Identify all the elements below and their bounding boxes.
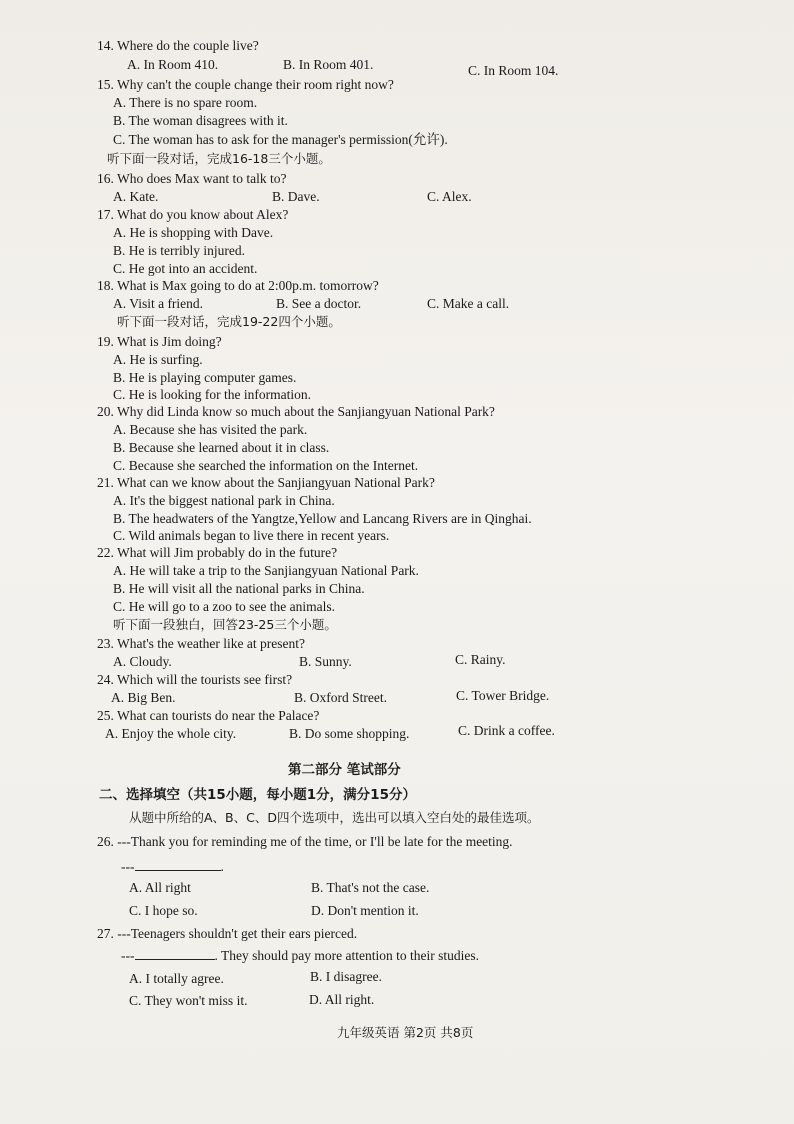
question-23-option-c: C. Rainy. (455, 652, 506, 667)
question-27-option-c: C. They won't miss it. (129, 993, 248, 1008)
question-21-stem: 21. What can we know about the Sanjiangyuan National Park? (97, 475, 435, 490)
question-20-option-a: A. Because she has visited the park. (113, 422, 308, 437)
question-14-stem: 14. Where do the couple live? (97, 38, 259, 53)
question-18-option-a: A. Visit a friend. (113, 296, 204, 311)
question-25-option-c: C. Drink a coffee. (458, 723, 555, 738)
question-15-option-c: C. The woman has to ask for the manager's permission(允许). (113, 132, 448, 147)
question-16-stem: 16. Who does Max want to talk to? (97, 171, 287, 186)
question-19-stem: 19. What is Jim doing? (97, 334, 222, 349)
question-14-option-c: C. In Room 104. (468, 63, 559, 78)
question-26-option-a: A. All right (129, 880, 191, 895)
question-26-option-c: C. I hope so. (129, 903, 198, 918)
question-22-option-c: C. He will go to a zoo to see the animals. (113, 599, 335, 614)
section-2-instruction: 从题中所给的A、B、C、D四个选项中，选出可以填入空白处的最佳选项。 (129, 810, 540, 825)
question-17-option-b: B. He is terribly injured. (113, 243, 245, 258)
question-14-option-b: B. In Room 401. (283, 57, 374, 72)
question-17-stem: 17. What do you know about Alex? (97, 207, 289, 222)
instruction-19-22: 听下面一段对话，完成19-22四个小题。 (117, 314, 341, 329)
question-22-option-b: B. He will visit all the national parks in China. (113, 581, 365, 596)
question-27-option-d: D. All right. (309, 992, 375, 1007)
part-2-title: 第二部分 笔试部分 (288, 762, 401, 778)
question-26-option-d: D. Don't mention it. (311, 903, 419, 918)
question-27-option-b: B. I disagree. (310, 969, 382, 984)
question-16-option-b: B. Dave. (272, 189, 320, 204)
question-26-reply (121, 858, 224, 875)
question-20-option-b: B. Because she learned about it in class. (113, 440, 330, 455)
question-18-option-c: C. Make a call. (427, 296, 510, 311)
instruction-23-25: 听下面一段独白，回答23-25三个小题。 (113, 617, 337, 632)
question-27-stem: 27. ---Teenagers shouldn't get their ears pierced. (97, 926, 358, 941)
answer-blank (135, 947, 215, 960)
question-21-option-b: B. The headwaters of the Yangtze,Yellow and Lancang Rivers are in Qinghai. (113, 511, 532, 526)
question-20-option-c: C. Because she searched the information on the Internet. (113, 458, 419, 473)
question-15-option-b: B. The woman disagrees with it. (113, 113, 288, 128)
question-24-stem: 24. Which will the tourists see first? (97, 672, 293, 687)
question-14-option-a: A. In Room 410. (127, 57, 219, 72)
question-22-stem: 22. What will Jim probably do in the future? (97, 545, 338, 560)
reply-prefix: --- (121, 948, 135, 963)
question-24-option-c: C. Tower Bridge. (456, 688, 550, 703)
question-18-option-b: B. See a doctor. (276, 296, 362, 311)
section-2-title: 二、选择填空（共15小题，每小题1分，满分15分） (99, 787, 416, 803)
question-25-option-a: A. Enjoy the whole city. (105, 726, 237, 741)
question-19-option-a: A. He is surfing. (113, 352, 203, 367)
instruction-16-18: 听下面一段对话，完成16-18三个小题。 (107, 151, 331, 166)
reply-suffix: . They should pay more attention to their studies. (214, 948, 479, 963)
question-18-stem: 18. What is Max going to do at 2:00p.m. tomorrow? (97, 278, 379, 293)
question-21-option-c: C. Wild animals began to live there in recent years. (113, 528, 390, 543)
question-19-option-c: C. He is looking for the information. (113, 387, 311, 402)
question-26-stem: 26. ---Thank you for reminding me of the time, or I'll be late for the meeting. (97, 834, 513, 849)
question-27-reply (121, 947, 479, 964)
page-footer: 九年级英语 第2页 共8页 (337, 1025, 474, 1040)
question-19-option-b: B. He is playing computer games. (113, 370, 297, 385)
reply-prefix: --- (121, 859, 135, 874)
question-24-option-b: B. Oxford Street. (294, 690, 387, 705)
answer-blank (135, 858, 221, 871)
question-16-option-a: A. Kate. (113, 189, 159, 204)
question-23-option-a: A. Cloudy. (113, 654, 172, 669)
question-25-stem: 25. What can tourists do near the Palace? (97, 708, 320, 723)
question-21-option-a: A. It's the biggest national park in China. (113, 493, 335, 508)
question-26-option-b: B. That's not the case. (311, 880, 430, 895)
question-23-option-b: B. Sunny. (299, 654, 352, 669)
question-17-option-c: C. He got into an accident. (113, 261, 258, 276)
reply-suffix: . (220, 859, 224, 874)
question-27-option-a: A. I totally agree. (129, 971, 224, 986)
question-24-option-a: A. Big Ben. (111, 690, 176, 705)
question-20-stem: 20. Why did Linda know so much about the Sanjiangyuan National Park? (97, 404, 495, 419)
question-15-stem: 15. Why can't the couple change their room right now? (97, 77, 394, 92)
question-17-option-a: A. He is shopping with Dave. (113, 225, 274, 240)
question-16-option-c: C. Alex. (427, 189, 472, 204)
question-15-option-a: A. There is no spare room. (113, 95, 258, 110)
question-25-option-b: B. Do some shopping. (289, 726, 410, 741)
question-23-stem: 23. What's the weather like at present? (97, 636, 305, 651)
question-22-option-a: A. He will take a trip to the Sanjiangyuan National Park. (113, 563, 419, 578)
